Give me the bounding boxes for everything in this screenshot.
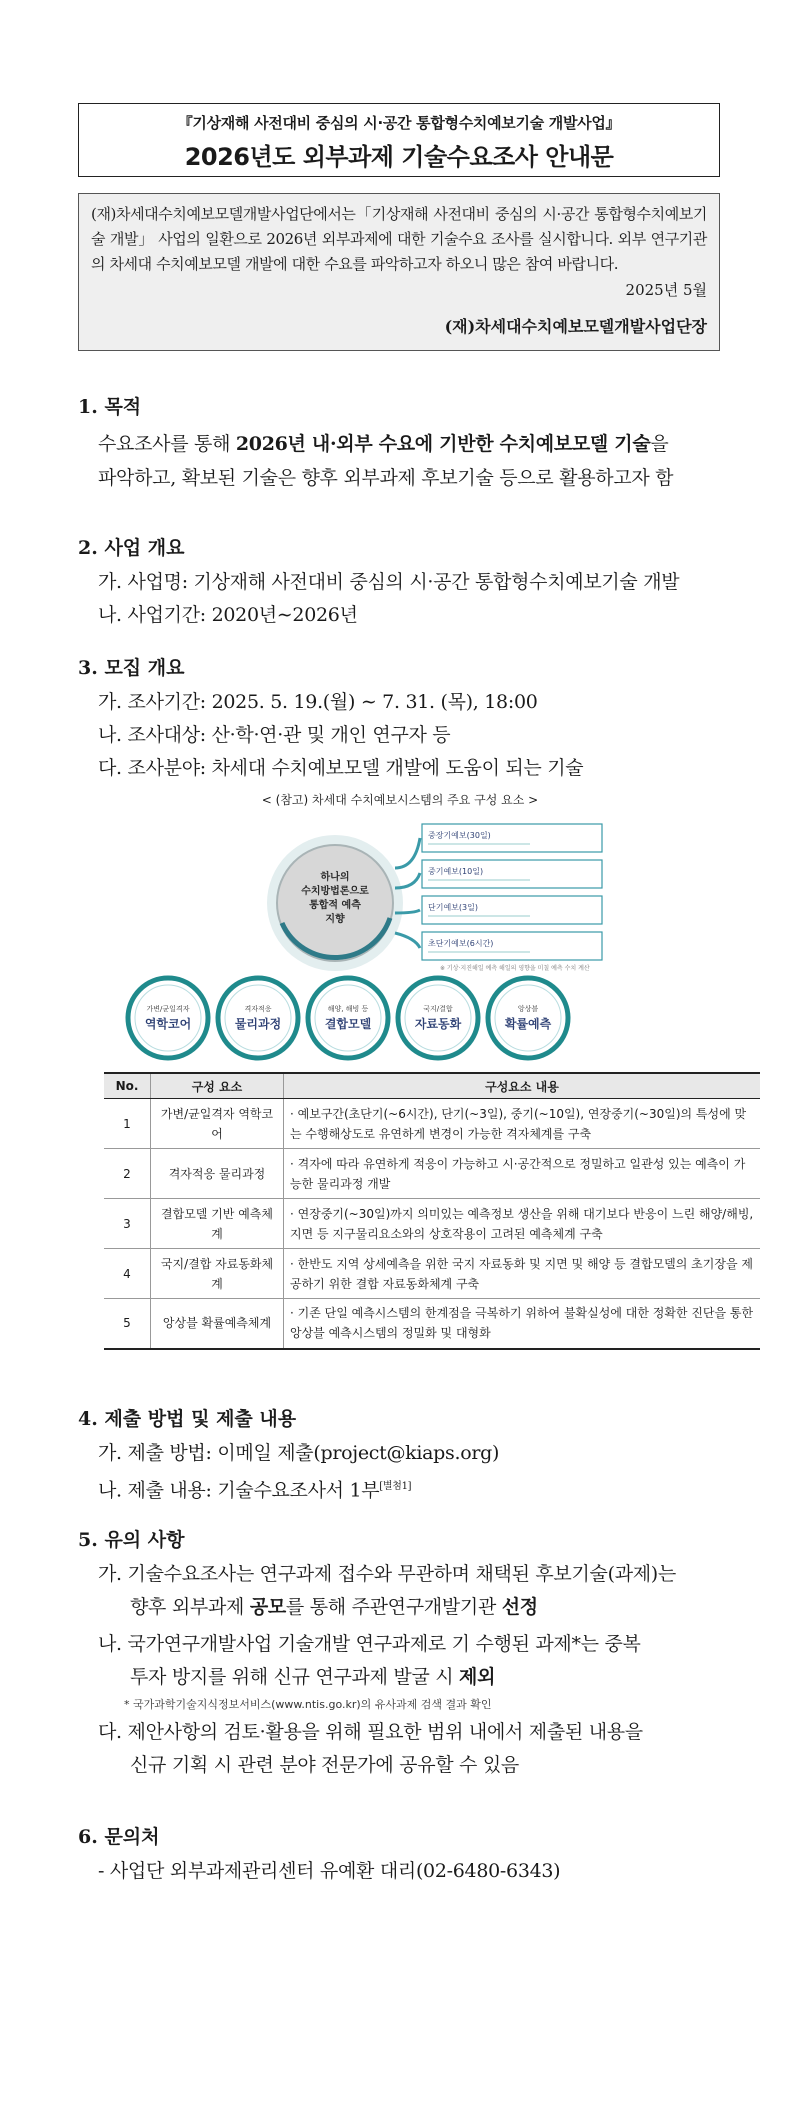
overview-item-period: 나. 사업기간: 2020년∼2026년: [98, 604, 358, 626]
intro-org: (재)차세대수치예보모델개발사업단장: [444, 317, 707, 336]
table-cell-no: 5: [104, 1299, 151, 1349]
table-cell-desc: · 한반도 지역 상세예측을 위한 국지 자료동화 및 지면 및 해양 등 결합모델의 초기장을 제공하기 위한 결합 자료동화체계 구축: [284, 1249, 761, 1299]
table-cell-no: 2: [104, 1149, 151, 1199]
section-contact: [78, 1822, 738, 1888]
svg-text:역학코어: 역학코어: [144, 1017, 192, 1031]
purpose-line-1: 수요조사를 통해 2026년 내·외부 수요에 기반한 수치예보모델 기술을: [98, 433, 669, 455]
svg-text:결합모델: 결합모델: [324, 1017, 372, 1031]
svg-text:물리과정: 물리과정: [234, 1017, 282, 1031]
note-item-3a: 다. 제안사항의 검토·활용을 위해 필요한 범위 내에서 제출된 내용을: [98, 1721, 643, 1743]
table-row: [104, 1249, 760, 1299]
range-label: 중기예보(10일): [428, 867, 484, 876]
contact-line: - 사업단 외부과제관리센터 유예환 대리(02-6480-6343): [98, 1860, 561, 1882]
svg-text:해양, 해빙 등: 해양, 해빙 등: [327, 1005, 369, 1013]
svg-text:앙상블: 앙상블: [517, 1005, 539, 1013]
range-label: 초단기예보(6시간): [428, 939, 494, 948]
center-text: 수치방법론으로: [301, 886, 369, 897]
center-text: 하나의: [320, 872, 350, 883]
figure-caption: < (참고) 차세대 수치예보시스템의 주요 구성 요소 >: [261, 793, 539, 807]
svg-text:자료동화: 자료동화: [414, 1017, 462, 1031]
purpose-line-2: 파악하고, 확보된 기술은 향후 외부과제 후보기술 등으로 활용하고자 함: [98, 467, 674, 489]
title-box: [78, 103, 720, 177]
svg-text:격자적응: 격자적응: [244, 1005, 272, 1013]
table-row: [104, 1099, 760, 1149]
component-circle: [128, 978, 208, 1058]
ntis-footnote: * 국가과학기술지식정보서비스(www.ntis.go.kr)의 유사과제 검색 결과 확인: [124, 1698, 492, 1711]
intro-date: 2025년 5월: [625, 281, 707, 299]
range-label: 단기예보(3일): [428, 903, 478, 912]
svg-text:국지/결합: 국지/결합: [423, 1005, 453, 1013]
center-text: 통합적 예측: [309, 900, 361, 911]
section-purpose: [78, 392, 738, 495]
recruit-item-field: 다. 조사분야: 차세대 수치예보모델 개발에 도움이 되는 기술: [98, 757, 584, 779]
table-cell-no: 3: [104, 1199, 151, 1249]
table-cell-name: 앙상블 확률예측체계: [151, 1299, 284, 1349]
section-recruit: [78, 653, 738, 785]
section-title: 6. 문의처: [78, 1826, 160, 1848]
table-header: No.: [104, 1073, 151, 1099]
submission-method: 가. 제출 방법: 이메일 제출(project@kiaps.org): [98, 1442, 500, 1464]
range-label: 중장기예보(30일): [428, 831, 491, 840]
table-cell-no: 1: [104, 1099, 151, 1149]
section-notes: [78, 1525, 738, 1782]
intro-box: [78, 193, 720, 351]
svg-text:가변/균일격자: 가변/균일격자: [146, 1005, 190, 1013]
table-cell-name: 가변/균일격자 역학코어: [151, 1099, 284, 1149]
component-circle: [398, 978, 478, 1058]
table-cell-name: 결합모델 기반 예측체계: [151, 1199, 284, 1249]
overview-item-name: 가. 사업명: 기상재해 사전대비 중심의 시·공간 통합형수치예보기술 개발: [98, 571, 680, 593]
component-circle: [218, 978, 298, 1058]
components-table: [104, 1072, 760, 1350]
submission-content: 나. 제출 내용: 기술수요조사서 1부[별첨1]: [98, 1479, 412, 1502]
table-cell-desc: · 격자에 따라 유연하게 적응이 가능하고 시·공간적으로 정밀하고 일관성 있는 예측이 가능한 물리과정 개발: [284, 1149, 761, 1199]
note-item-3b: 신규 기획 시 관련 분야 전문가에 공유할 수 있음: [130, 1754, 519, 1776]
section-submission: [78, 1404, 738, 1507]
table-header: 구성 요소: [151, 1073, 284, 1099]
section-title: 4. 제출 방법 및 제출 내용: [78, 1408, 297, 1430]
recruit-item-period: 가. 조사기간: 2025. 5. 19.(월) ∼ 7. 31. (목), 18:00: [98, 691, 538, 713]
table-row: [104, 1149, 760, 1199]
section-title: 1. 목적: [78, 396, 142, 418]
page-title: 2026년도 외부과제 기술수요조사 안내문: [184, 143, 614, 171]
table-cell-name: 격자적응 물리과정: [151, 1149, 284, 1199]
table-cell-desc: · 연장중기(~30일)까지 의미있는 예측정보 생산을 위해 대기보다 반응이 느린 해양/해빙, 지면 등 지구물리요소와의 상호작용이 고려된 예측체계 구축: [284, 1199, 761, 1249]
recruit-item-target: 나. 조사대상: 산·학·연·관 및 개인 연구자 등: [98, 724, 451, 746]
section-overview: [78, 533, 738, 632]
svg-text:확률예측: 확률예측: [504, 1017, 552, 1031]
intro-text: (재)차세대수치예보모델개발사업단에서는「기상재해 사전대비 중심의 시·공간 통합형수치예보기술 개발」 사업의 일환으로 2026년 외부과제에 대한 기술수요 조사를 실시합니다. 외부 연구기관의 차세대 수치예보모델 개발에 대한 수요를 파악하고자 하오니 많은 참여 바랍니다.: [91, 205, 707, 273]
component-circle: [308, 978, 388, 1058]
table-header-row: [104, 1073, 760, 1099]
project-subtitle: 『기상재해 사전대비 중심의 시·공간 통합형수치예보기술 개발사업』: [177, 114, 621, 132]
table-row: [104, 1299, 760, 1349]
component-circle: [488, 978, 568, 1058]
table-cell-no: 4: [104, 1249, 151, 1299]
diagram-footnote: ※ 기상·지진해일 예측 해일의 영향을 미칠 예측 수치 계산: [440, 965, 590, 972]
section-title: 5. 유의 사항: [78, 1529, 185, 1551]
table-row: [104, 1199, 760, 1249]
note-item-2b: 투자 방지를 위해 신규 연구과제 발굴 시 제외: [130, 1666, 496, 1688]
table-cell-desc: · 예보구간(초단기(~6시간), 단기(~3일), 중기(~10일), 연장중기(~30일)의 특성에 맞는 수행해상도로 유연하게 변경이 가능한 격자체계를 구축: [284, 1099, 761, 1149]
note-item-1a: 가. 기술수요조사는 연구과제 접수와 무관하며 채택된 후보기술(과제)는: [98, 1563, 676, 1585]
table-cell-desc: · 기존 단일 예측시스템의 한계점을 극복하기 위하여 불확실성에 대한 정확한 진단을 통한 앙상블 예측시스템의 정밀화 및 대형화: [284, 1299, 761, 1349]
section-title: 3. 모집 개요: [78, 657, 185, 679]
attachment-ref: [별첨1]: [379, 1481, 412, 1492]
note-item-2a: 나. 국가연구개발사업 기술개발 연구과제로 기 수행된 과제*는 중복: [98, 1633, 641, 1655]
section-title: 2. 사업 개요: [78, 537, 185, 559]
note-item-1b: 향후 외부과제 공모를 통해 주관연구개발기관 선정: [130, 1596, 538, 1618]
center-text: 지향: [325, 914, 345, 925]
table-cell-name: 국지/결합 자료동화체계: [151, 1249, 284, 1299]
table-header: 구성요소 내용: [284, 1073, 761, 1099]
